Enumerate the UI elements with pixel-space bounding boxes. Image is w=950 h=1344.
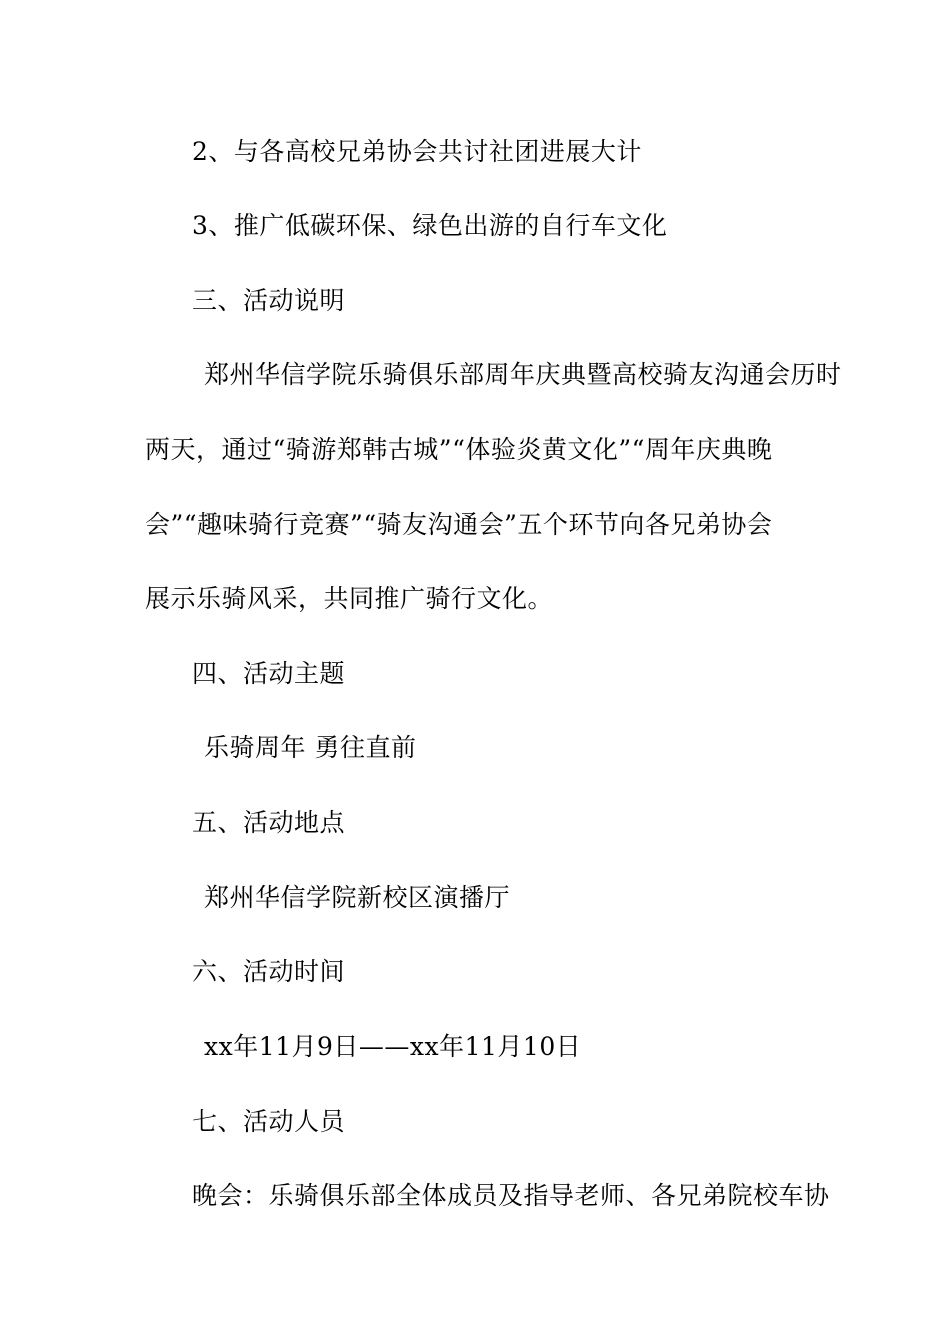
activity-time-text: xx年11月9日——xx年11月10日 <box>204 1032 582 1061</box>
section-heading-activity-location: 五、活动地点 <box>192 808 346 837</box>
section-heading-activity-time: 六、活动时间 <box>192 957 346 986</box>
list-item-goal-2: 2、与各高校兄弟协会共讨社团进展大计 <box>192 137 642 166</box>
list-item-goal-3: 3、推广低碳环保、绿色出游的自行车文化 <box>192 211 668 240</box>
paragraph-line-1: 郑州华信学院乐骑俱乐部周年庆典暨高校骑友沟通会历时 <box>204 360 842 389</box>
activity-personnel-text: 晚会：乐骑俱乐部全体成员及指导老师、各兄弟院校车协 <box>192 1181 830 1210</box>
activity-location-text: 郑州华信学院新校区演播厅 <box>204 883 511 912</box>
section-heading-activity-personnel: 七、活动人员 <box>192 1107 346 1136</box>
section-heading-activity-description: 三、活动说明 <box>192 286 346 315</box>
paragraph-line-4: 展示乐骑风采，共同推广骑行文化。 <box>145 584 554 613</box>
activity-theme-text: 乐骑周年 勇往直前 <box>204 733 417 762</box>
paragraph-line-2: 两天，通过“骑游郑韩古城”“体验炎黄文化”“周年庆典晚 <box>145 435 773 464</box>
paragraph-line-3: 会”“趣味骑行竞赛”“骑友沟通会”五个环节向各兄弟协会 <box>145 510 773 539</box>
section-heading-activity-theme: 四、活动主题 <box>192 659 346 688</box>
